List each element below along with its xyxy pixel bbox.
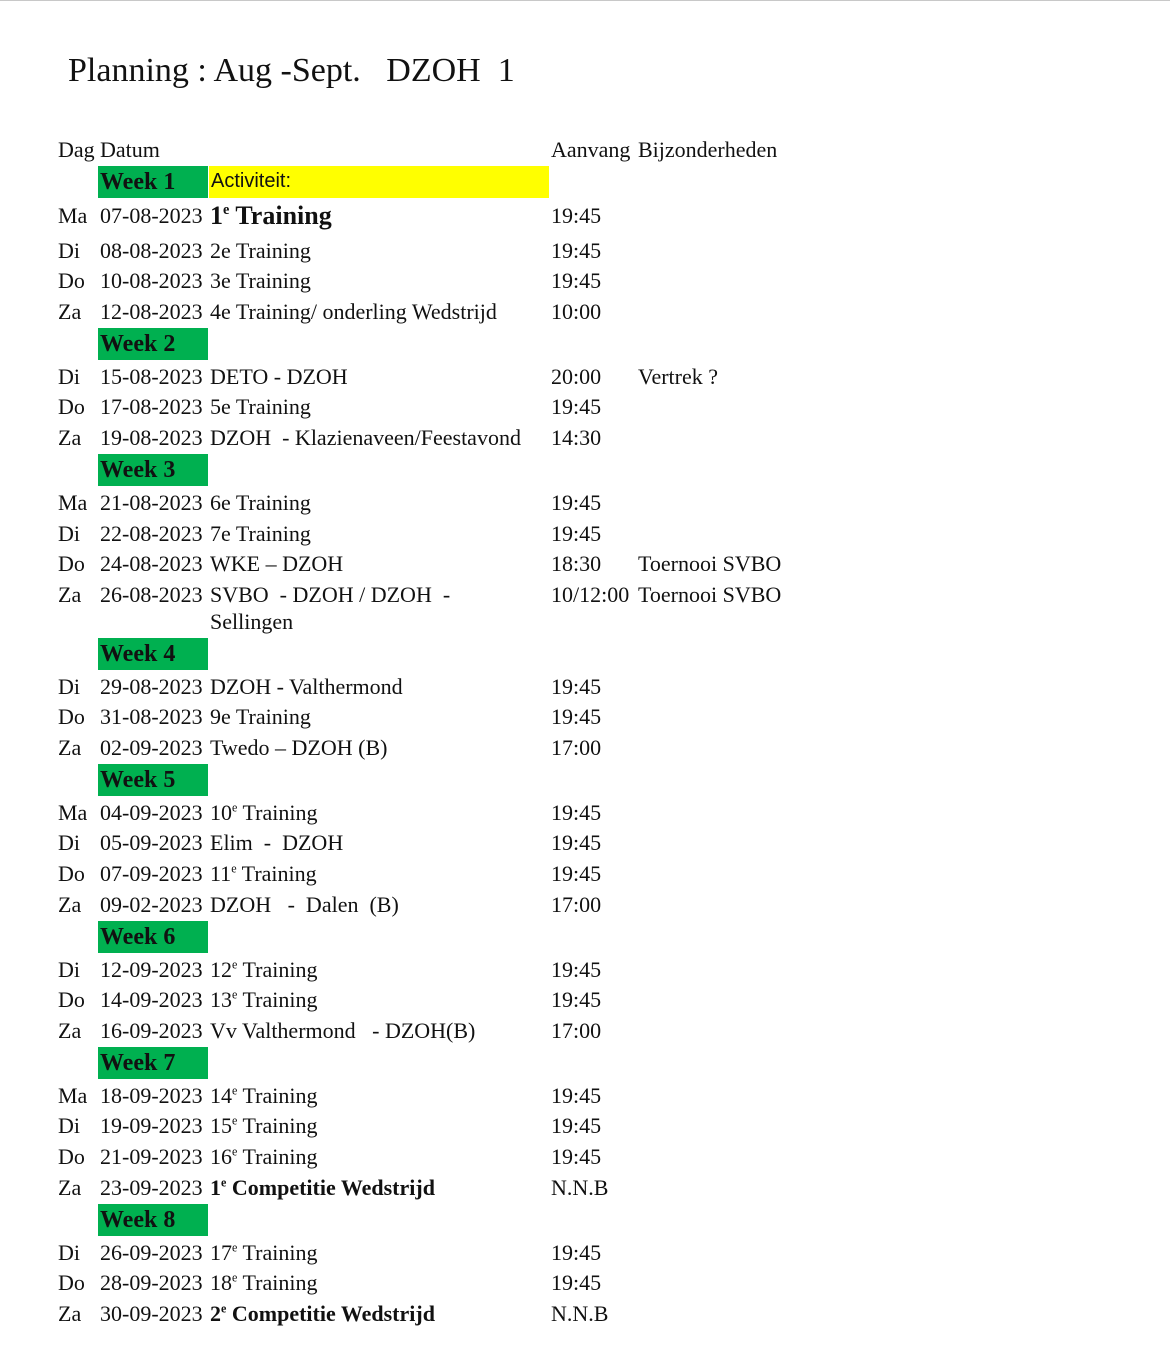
row-aanvang: 19:45 xyxy=(551,394,602,419)
row-dag: Za xyxy=(58,1301,82,1326)
row-dag: Di xyxy=(58,238,80,263)
row-aanvang: 19:45 xyxy=(551,238,602,263)
row-activiteit: DZOH - Klazienaveen/Feestavond xyxy=(210,425,521,450)
row-aanvang: 19:45 xyxy=(551,268,602,293)
week-header-1 xyxy=(0,166,1170,196)
row-dag: Do xyxy=(58,1270,85,1295)
row-dag: Za xyxy=(58,892,82,917)
row-dag: Ma xyxy=(58,490,88,515)
row-datum: 16-09-2023 xyxy=(100,1018,203,1043)
row-bijzonderheden: Toernooi SVBO xyxy=(638,551,782,576)
row-activiteit: 6e Training xyxy=(210,490,311,515)
row-aanvang: 10/12:00 xyxy=(551,582,630,607)
row-dag: Di xyxy=(58,830,80,855)
row-activiteit: 11e Training xyxy=(210,861,317,886)
row-aanvang: 17:00 xyxy=(551,1018,602,1043)
row-aanvang: 19:45 xyxy=(551,1144,602,1169)
header-bijzonderheden: Bijzonderheden xyxy=(638,137,778,162)
table-row xyxy=(0,985,1170,1015)
row-dag: Za xyxy=(58,425,82,450)
row-aanvang: 17:00 xyxy=(551,892,602,917)
week-label: Week 6 xyxy=(98,921,208,953)
row-bijzonderheden: Vertrek ? xyxy=(638,364,719,389)
row-activiteit: 2e Training xyxy=(210,238,311,263)
table-row xyxy=(0,266,1170,296)
week-label: Week 1 xyxy=(98,166,208,198)
row-datum: 07-08-2023 xyxy=(100,203,203,228)
row-activiteit: 5e Training xyxy=(210,394,311,419)
week-header-5 xyxy=(0,764,1170,794)
week-label: Week 3 xyxy=(98,454,208,486)
row-activiteit: 14e Training xyxy=(210,1083,318,1108)
row-datum: 07-09-2023 xyxy=(100,861,203,886)
row-datum: 19-08-2023 xyxy=(100,425,203,450)
row-datum: 02-09-2023 xyxy=(100,735,203,760)
row-dag: Do xyxy=(58,551,85,576)
row-datum: 19-09-2023 xyxy=(100,1113,203,1138)
table-row xyxy=(0,519,1170,549)
row-dag: Za xyxy=(58,1175,82,1200)
table-row xyxy=(0,859,1170,889)
table-row xyxy=(0,201,1170,231)
row-datum: 12-09-2023 xyxy=(100,957,203,982)
row-dag: Za xyxy=(58,299,82,324)
row-aanvang: 19:45 xyxy=(551,674,602,699)
table-row xyxy=(0,1268,1170,1298)
row-datum: 21-09-2023 xyxy=(100,1144,203,1169)
table-row xyxy=(0,890,1170,920)
row-aanvang: 19:45 xyxy=(551,490,602,515)
row-aanvang: 19:45 xyxy=(551,1240,602,1265)
row-datum: 22-08-2023 xyxy=(100,521,203,546)
page-title: Planning : Aug -Sept. DZOH 1 xyxy=(68,52,515,89)
row-dag: Di xyxy=(58,364,80,389)
row-activiteit: 2e Competitie Wedstrijd xyxy=(210,1301,435,1326)
table-row xyxy=(0,733,1170,763)
table-row xyxy=(0,672,1170,702)
row-aanvang: 19:45 xyxy=(551,800,602,825)
top-border xyxy=(0,0,1170,1)
week-label: Week 2 xyxy=(98,328,208,360)
row-aanvang: 10:00 xyxy=(551,299,602,324)
row-activiteit: 4e Training/ onderling Wedstrijd xyxy=(210,299,497,324)
row-dag: Di xyxy=(58,1113,80,1138)
table-row xyxy=(0,798,1170,828)
table-row xyxy=(0,392,1170,422)
week-label: Week 7 xyxy=(98,1047,208,1079)
table-row xyxy=(0,1111,1170,1141)
table-row xyxy=(0,488,1170,518)
row-datum: 26-08-2023 xyxy=(100,582,203,607)
row-aanvang: 19:45 xyxy=(551,957,602,982)
row-datum: 26-09-2023 xyxy=(100,1240,203,1265)
row-dag: Do xyxy=(58,861,85,886)
table-row xyxy=(0,702,1170,732)
table-row xyxy=(0,828,1170,858)
row-activiteit: DETO - DZOH xyxy=(210,364,348,389)
row-dag: Za xyxy=(58,735,82,760)
row-activiteit: Twedo – DZOH (B) xyxy=(210,735,388,760)
week-header-7 xyxy=(0,1047,1170,1077)
row-activiteit: WKE – DZOH xyxy=(210,551,344,576)
row-activiteit: DZOH - Valthermond xyxy=(210,674,403,699)
table-row xyxy=(0,1081,1170,1111)
row-aanvang: 19:45 xyxy=(551,830,602,855)
table-row xyxy=(0,297,1170,327)
row-datum: 29-08-2023 xyxy=(100,674,203,699)
row-datum: 18-09-2023 xyxy=(100,1083,203,1108)
row-activiteit: 9e Training xyxy=(210,704,311,729)
table-row xyxy=(0,1299,1170,1329)
table-row xyxy=(0,1016,1170,1046)
row-datum: 23-09-2023 xyxy=(100,1175,203,1200)
row-aanvang: 17:00 xyxy=(551,735,602,760)
row-datum: 04-09-2023 xyxy=(100,800,203,825)
row-datum: 08-08-2023 xyxy=(100,238,203,263)
row-activiteit: 15e Training xyxy=(210,1113,318,1138)
row-datum: 10-08-2023 xyxy=(100,268,203,293)
row-activiteit-line2: Sellingen xyxy=(210,609,294,634)
header-dag: Dag xyxy=(58,137,95,162)
row-datum: 21-08-2023 xyxy=(100,490,203,515)
row-datum: 31-08-2023 xyxy=(100,704,203,729)
row-datum: 30-09-2023 xyxy=(100,1301,203,1326)
table-row xyxy=(0,580,1170,638)
row-activiteit: 12e Training xyxy=(210,957,318,982)
row-activiteit: 13e Training xyxy=(210,987,318,1012)
table-row xyxy=(0,1173,1170,1203)
row-aanvang: 20:00 xyxy=(551,364,602,389)
row-activiteit: 10e Training xyxy=(210,800,318,825)
row-activiteit: 3e Training xyxy=(210,268,311,293)
row-activiteit: 17e Training xyxy=(210,1240,318,1265)
row-datum: 15-08-2023 xyxy=(100,364,203,389)
table-row xyxy=(0,423,1170,453)
row-activiteit: 1e Competitie Wedstrijd xyxy=(210,1175,435,1200)
row-bijzonderheden: Toernooi SVBO xyxy=(638,582,782,607)
row-activiteit: DZOH - Dalen (B) xyxy=(210,892,399,917)
row-datum: 12-08-2023 xyxy=(100,299,203,324)
row-dag: Za xyxy=(58,1018,82,1043)
row-aanvang: 19:45 xyxy=(551,203,602,228)
table-row xyxy=(0,549,1170,579)
table-row xyxy=(0,1142,1170,1172)
table-row xyxy=(0,362,1170,392)
row-aanvang: 19:45 xyxy=(551,1113,602,1138)
row-datum: 24-08-2023 xyxy=(100,551,203,576)
row-aanvang: 19:45 xyxy=(551,1270,602,1295)
row-aanvang: N.N.B xyxy=(551,1175,609,1200)
row-dag: Do xyxy=(58,1144,85,1169)
row-aanvang: 19:45 xyxy=(551,861,602,886)
row-aanvang: 19:45 xyxy=(551,987,602,1012)
row-activiteit: 16e Training xyxy=(210,1144,318,1169)
row-aanvang: 19:45 xyxy=(551,1083,602,1108)
row-activiteit: 1e Training xyxy=(210,201,332,230)
row-dag: Do xyxy=(58,987,85,1012)
week-header-3 xyxy=(0,454,1170,484)
row-datum: 05-09-2023 xyxy=(100,830,203,855)
week-label: Week 4 xyxy=(98,638,208,670)
row-dag: Di xyxy=(58,674,80,699)
table-row xyxy=(0,955,1170,985)
week-header-2 xyxy=(0,328,1170,358)
week-header-8 xyxy=(0,1204,1170,1234)
row-activiteit: 18e Training xyxy=(210,1270,318,1295)
week-header-4 xyxy=(0,638,1170,668)
week-label: Week 8 xyxy=(98,1204,208,1236)
table-row xyxy=(0,1238,1170,1268)
row-dag: Do xyxy=(58,268,85,293)
row-dag: Di xyxy=(58,521,80,546)
row-dag: Di xyxy=(58,1240,80,1265)
row-dag: Di xyxy=(58,957,80,982)
row-dag: Do xyxy=(58,394,85,419)
row-dag: Do xyxy=(58,704,85,729)
row-datum: 28-09-2023 xyxy=(100,1270,203,1295)
week-header-6 xyxy=(0,921,1170,951)
row-aanvang: 19:45 xyxy=(551,704,602,729)
week-label: Week 5 xyxy=(98,764,208,796)
row-activiteit: Vv Valthermond - DZOH(B) xyxy=(210,1018,476,1043)
row-aanvang: 19:45 xyxy=(551,521,602,546)
column-headers xyxy=(0,135,1170,165)
table-row xyxy=(0,236,1170,266)
row-dag: Ma xyxy=(58,1083,88,1108)
row-activiteit: 7e Training xyxy=(210,521,311,546)
row-datum: 14-09-2023 xyxy=(100,987,203,1012)
row-activiteit: SVBO - DZOH / DZOH - xyxy=(210,582,451,607)
row-aanvang: 14:30 xyxy=(551,425,602,450)
row-datum: 17-08-2023 xyxy=(100,394,203,419)
row-activiteit: Elim - DZOH xyxy=(210,830,344,855)
row-dag: Za xyxy=(58,582,82,607)
row-aanvang: 18:30 xyxy=(551,551,602,576)
row-dag: Ma xyxy=(58,800,88,825)
activiteit-label: Activiteit: xyxy=(209,166,549,198)
row-dag: Ma xyxy=(58,203,88,228)
header-aanvang: Aanvang xyxy=(551,137,631,162)
row-datum: 09-02-2023 xyxy=(100,892,203,917)
header-datum: Datum xyxy=(100,137,160,162)
row-aanvang: N.N.B xyxy=(551,1301,609,1326)
